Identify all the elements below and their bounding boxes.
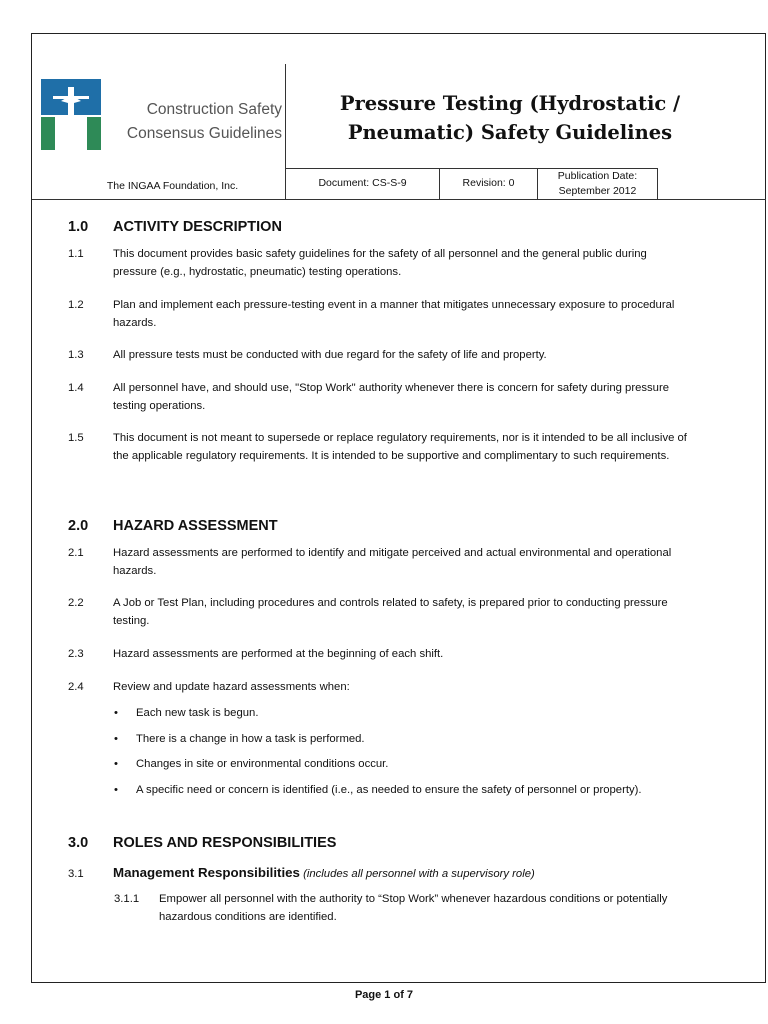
paragraph-2-1	[68, 545, 688, 580]
bullet-text: There is a change in how a task is performed.	[136, 733, 365, 745]
org-name-line2: Consensus Guidelines	[126, 125, 282, 142]
paragraph-1-5	[68, 430, 688, 465]
paragraph-2-3	[68, 646, 688, 664]
section-title: ACTIVITY DESCRIPTION	[113, 219, 282, 235]
revision-number	[440, 176, 537, 191]
section-title: ROLES AND RESPONSIBILITIES	[113, 835, 337, 851]
section-heading-2	[68, 518, 278, 534]
subsection-note: (includes all personnel with a supervisory role)	[303, 868, 535, 880]
paragraph-2-4	[68, 679, 688, 697]
paragraph-number: 2.1	[68, 547, 84, 559]
org-name	[112, 98, 282, 146]
bullet-icon: •	[114, 707, 118, 719]
paragraph-number: 2.2	[68, 597, 84, 609]
document-number	[286, 176, 439, 191]
section-title: HAZARD ASSESSMENT	[113, 518, 278, 534]
bullet-icon: •	[114, 758, 118, 770]
paragraph-number: 2.4	[68, 681, 84, 693]
document-title-line1: Pressure Testing (Hydrostatic /	[339, 92, 681, 115]
bullet-text: Changes in site or environmental conditions occur.	[136, 758, 389, 770]
paragraph-text: This document is not meant to supersede or replace regulatory requirements, nor is it intended to be all inclusive of the applicable regulatory requirements. It is intended to be supportive and complimentary to such requirements.	[113, 432, 687, 462]
bullet-icon: •	[114, 733, 118, 745]
publication-date-label: Publication Date:	[557, 170, 638, 182]
paragraph-text: All personnel have, and should use, "Stop Work" authority whenever there is concern for safety during pressure testing operations.	[113, 382, 670, 412]
paragraph-1-1	[68, 246, 688, 281]
paragraph-text: Hazard assessments are performed at the beginning of each shift.	[113, 648, 444, 660]
subsection-heading-3-1	[68, 864, 535, 883]
paragraph-1-3	[68, 347, 688, 365]
paragraph-number: 3.1.1	[114, 893, 140, 905]
section-number: 2.0	[68, 518, 89, 534]
bullet-item	[114, 731, 674, 749]
header-bottom-rule	[32, 199, 766, 200]
logo-base-white	[55, 115, 87, 150]
logo-mast-bar	[53, 96, 89, 99]
paragraph-1-2	[68, 297, 688, 332]
paragraph-text: Hazard assessments are performed to identify and mitigate perceived and actual environmental and operational hazards.	[113, 547, 672, 577]
publication-date	[538, 169, 657, 199]
page-number: Page 1 of 7	[354, 989, 414, 1001]
paragraph-number: 1.2	[68, 299, 84, 311]
paragraph-text: A Job or Test Plan, including procedures and controls related to safety, is prepared prior to conducting pressure testing.	[113, 597, 668, 627]
revision-number-text: Revision: 0	[462, 177, 515, 189]
document-number-text: Document: CS-S-9	[318, 177, 407, 189]
paragraph-text: All pressure tests must be conducted with due regard for the safety of life and property.	[113, 349, 547, 361]
subsection-number: 3.1	[68, 868, 84, 880]
ingaa-logo-icon	[41, 79, 101, 150]
section-number: 3.0	[68, 835, 89, 851]
bullet-item	[114, 782, 674, 800]
logo-bottom-left	[41, 117, 55, 150]
paragraph-number: 1.1	[68, 248, 84, 260]
paragraph-number: 1.4	[68, 382, 84, 394]
paragraph-text: Empower all personnel with the authority to “Stop Work” whenever hazardous conditions or potentially hazardous conditions are identified.	[159, 893, 668, 923]
section-number: 1.0	[68, 219, 89, 235]
foundation-name: The INGAA Foundation, Inc.	[106, 180, 239, 192]
paragraph-3-1-1	[114, 891, 674, 926]
paragraph-number: 2.3	[68, 648, 84, 660]
paragraph-text: Review and update hazard assessments when:	[113, 681, 350, 693]
paragraph-1-4	[68, 380, 688, 415]
section-heading-1	[68, 219, 282, 235]
paragraph-text: This document provides basic safety guidelines for the safety of all personnel and the general public during pressure (e.g., hydrostatic, pneumatic) testing operations.	[113, 248, 647, 278]
subsection-title: Management Responsibilities	[113, 865, 300, 880]
bullet-item	[114, 705, 674, 723]
bullet-text: A specific need or concern is identified (i.e., as needed to ensure the safety of personnel or property).	[136, 784, 642, 796]
bullet-icon: •	[114, 784, 118, 796]
paragraph-2-2	[68, 595, 688, 630]
document-title-line2: Pneumatic) Safety Guidelines	[347, 121, 673, 144]
document-title	[300, 89, 720, 147]
publication-date-value: September 2012	[558, 185, 637, 197]
paragraph-number: 1.5	[68, 432, 84, 444]
logo-bottom-right	[87, 117, 101, 150]
paragraph-number: 1.3	[68, 349, 84, 361]
section-heading-3	[68, 835, 336, 851]
paragraph-text: Plan and implement each pressure-testing event in a manner that mitigates unnecessary exposure to procedural hazards.	[113, 299, 675, 329]
bullet-text: Each new task is begun.	[136, 707, 259, 719]
header-cell-divider-3	[657, 168, 658, 199]
bullet-item	[114, 756, 674, 774]
org-name-line1: Construction Safety	[146, 101, 282, 118]
